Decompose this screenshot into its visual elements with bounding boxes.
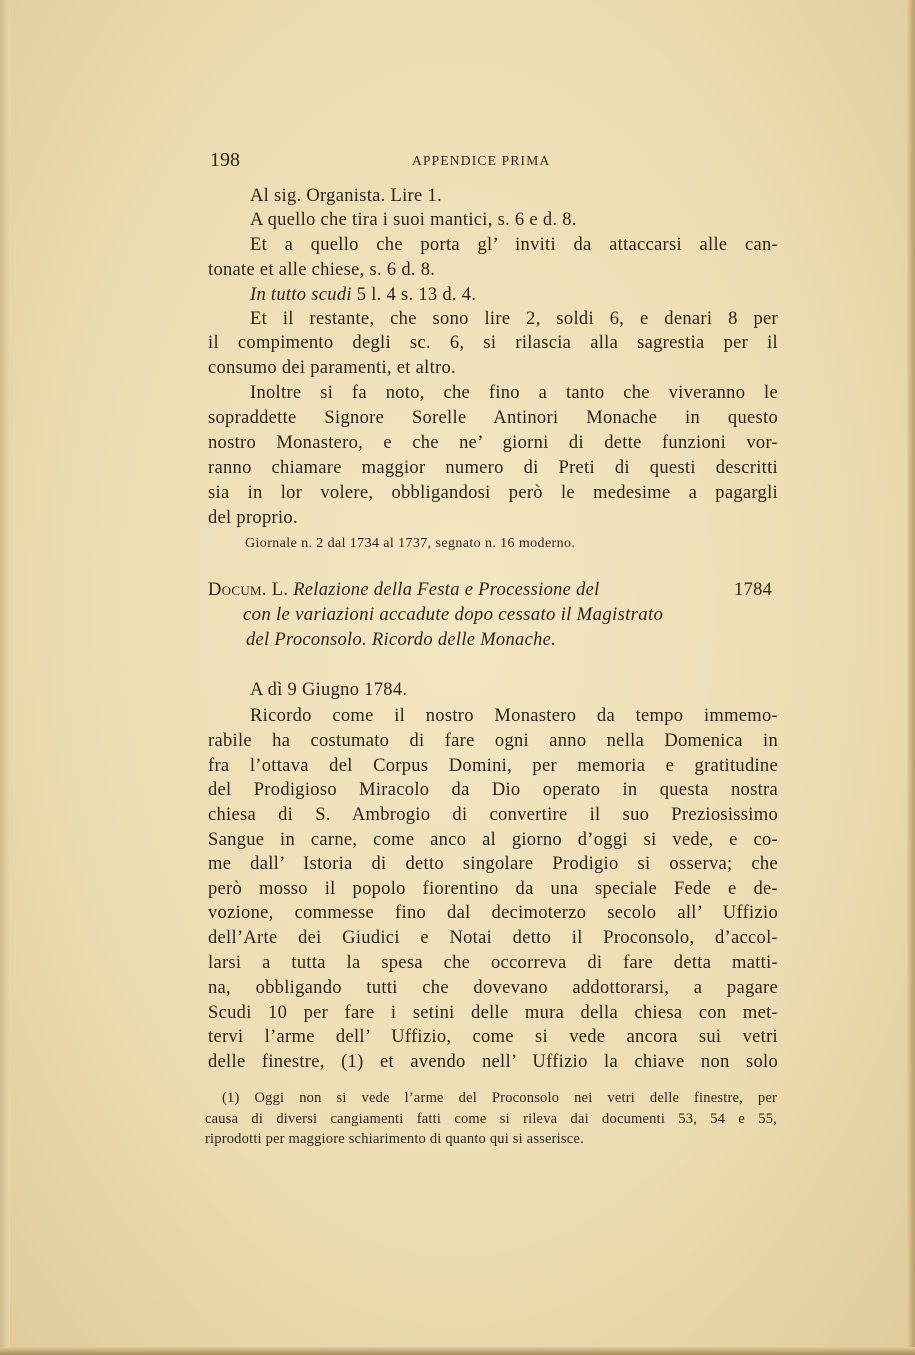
total-amount: 5 l. 4 s. 13 d. 4. (351, 285, 477, 305)
page-number: 198 (210, 149, 240, 171)
text-line: il compimento degli sc. 6, si rilascia alla sagrestia per il (208, 333, 778, 353)
text-line: però mosso il popolo fiorentino da una speciale Fede e de- (208, 879, 778, 899)
page-edge-left (0, 0, 10, 1355)
page-edge-right (907, 0, 915, 1355)
footnote-line: causa di diversi cangiamenti fatti come si rileva dai documenti 53, 54 e 55, (205, 1111, 777, 1127)
text-line: delle finestre, (1) et avendo nell’ Uffizio la chiave non solo (208, 1052, 778, 1072)
text-line: A dì 9 Giugno 1784. (250, 680, 408, 700)
text-line: tonate et alle chiese, s. 6 d. 8. (208, 260, 436, 280)
text-line: na, obbligando tutti che dovevano addottorarsi, a pagare (208, 978, 778, 998)
text-line: Sangue in carne, come anco al giorno d’oggi si vede, e co- (208, 830, 778, 850)
text-line: Scudi 10 per fare i setini delle mura della chiesa con met- (208, 1003, 778, 1023)
text-line: sopraddette Signore Sorelle Antinori Monache in questo (208, 408, 778, 428)
page-edge-bottom (0, 1347, 915, 1355)
text-line: Et a quello che porta gl’ inviti da attaccarsi alle can- (250, 235, 778, 255)
source-citation: Giornale n. 2 dal 1734 al 1737, segnato n. 16 moderno. (245, 536, 576, 551)
text-line: Al sig. Organista. Lire 1. (250, 186, 442, 206)
document-label: Docum. L. (208, 580, 289, 600)
text-line: rabile ha costumato di fare ogni anno nella Domenica in (208, 731, 778, 751)
text-line: Ricordo come il nostro Monastero da tempo immemo- (250, 706, 778, 726)
text-line: del proprio. (208, 508, 298, 528)
text-line: fra l’ottava del Corpus Domini, per memoria e gratitudine (208, 756, 778, 776)
document-title-line: del Proconsolo. Ricordo delle Monache. (246, 630, 557, 650)
text-line: Et il restante, che sono lire 2, soldi 6, e denari 8 per (250, 309, 778, 329)
footnote-line: riprodotti per maggiore schiarimento di quanto qui si asserisce. (205, 1131, 584, 1147)
text-line: nostro Monastero, e che ne’ giorni di dette funzioni vor- (208, 433, 778, 453)
text-line (250, 283, 778, 307)
text-line: ranno chiamare maggior numero di Preti di questi descritti (208, 458, 778, 478)
text-line: vozione, commesse fino dal decimoterzo secolo all’ Uffizio (208, 903, 778, 923)
document-title-line: con le variazioni accadute dopo cessato il Magistrato (243, 604, 664, 625)
text-line: dell’Arte dei Giudici e Notai detto il Proconsolo, d’accol- (208, 928, 778, 948)
document-year: 1784 (734, 580, 773, 600)
text-line: del Prodigioso Miracolo da Dio operato in questa nostra (208, 780, 778, 800)
text-line: sia in lor volere, obbligandosi però le medesime a pagargli (208, 483, 778, 503)
text-line: larsi a tutta la spesa che occorreva di fare detta matti- (208, 953, 778, 973)
italic-total-label: In tutto scudi (250, 285, 352, 305)
text-line: consumo dei paramenti, et altro. (208, 358, 456, 378)
running-title: APPENDICE PRIMA (412, 153, 551, 168)
footnote-line: (1) Oggi non si vede l’arme del Proconsolo nei vetri delle finestre, per (222, 1090, 777, 1106)
text-line: tervi l’arme dell’ Uffizio, come si vede ancora sui vetri (208, 1027, 778, 1047)
text-line: chiesa di S. Ambrogio di convertire il suo Preziosissimo (208, 805, 778, 825)
document-title: Relazione della Festa e Processione del (293, 580, 600, 600)
document-heading-line (208, 578, 600, 602)
text-line: A quello che tira i suoi mantici, s. 6 e d. 8. (250, 210, 577, 230)
text-line: me dall’ Istoria di detto singolare Prodigio si osserva; che (208, 854, 778, 874)
text-line: Inoltre si fa noto, che fino a tanto che viveranno le (250, 383, 778, 403)
